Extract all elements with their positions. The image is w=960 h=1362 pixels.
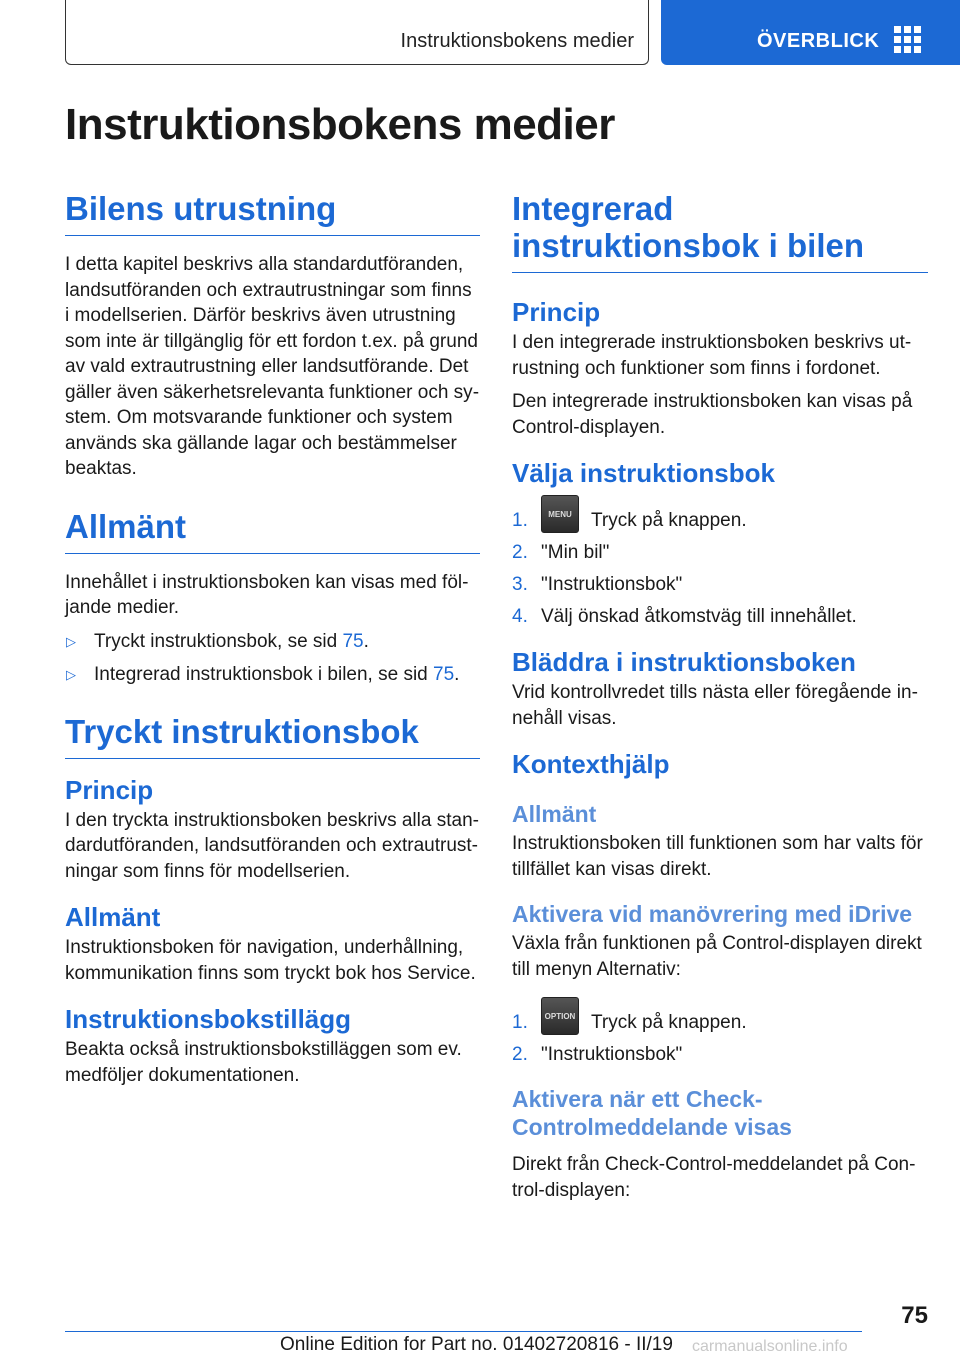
minor-heading: Allmänt <box>512 801 597 827</box>
watermark: carmanualsonline.info <box>692 1338 848 1355</box>
header-section-tab <box>65 0 649 65</box>
section-heading: Tryckt instruktionsbok <box>65 713 480 759</box>
list-item: 3. "Instruktionsbok" <box>512 574 683 595</box>
list-item: 2. "Instruktionsbok" <box>512 1044 683 1065</box>
subheading: Kontexthjälp <box>512 749 670 779</box>
list-item: ▷ Tryckt instruktionsbok, se sid 75. <box>66 630 369 652</box>
grid-icon <box>894 26 921 53</box>
overview-nav-label: ÖVERBLICK <box>757 30 880 52</box>
subheading: Princip <box>512 297 601 327</box>
page-reference-link[interactable]: 75 <box>433 663 455 685</box>
paragraph: Den integrerade instruktionsboken kan visas på Control-displayen. <box>512 391 913 438</box>
section-heading: Allmänt <box>65 508 480 554</box>
paragraph: Instruktionsboken till funktionen som har valts för tillfället kan visas direkt. <box>512 833 923 880</box>
triangle-bullet-icon: ▷ <box>66 633 76 649</box>
section-heading: Bilens utrustning <box>65 190 480 236</box>
paragraph: I den integrerade instruktionsboken beskrivs utrustning och funktioner som finns i fordonet. <box>512 332 912 379</box>
paragraph: I detta kapitel beskrivs alla standardutföranden, landsutföranden och extrautrustningar som finns i modellserien. Därför beskrivs även utrustning som inte är tillgänglig för ett fordon t.ex. på grund av vald extrautrustning eller landsutförande. Det gäller även säkerhetsrelevanta funktioner och system. Om motsvarande funktioner och system används ska gällande lagar och bestämmelser beaktas. <box>65 254 480 479</box>
left-column <box>65 190 480 1088</box>
paragraph: Växla från funktionen på Control-displayen direkt till menyn Alternativ: <box>512 933 922 980</box>
paragraph: I den tryckta instruktionsboken beskrivs alla standardutföranden, landsutföranden och extrautrustningar som finns för modellserien. <box>65 809 479 882</box>
option-button-icon: OPTION <box>541 997 579 1035</box>
minor-heading: Aktivera vid manövrering med iDrive <box>512 901 913 927</box>
footer-divider <box>65 1331 862 1332</box>
paragraph: Beakta också instruktionsbokstilläggen som ev. medföljer dokumentationen. <box>65 1039 462 1086</box>
triangle-bullet-icon: ▷ <box>66 666 76 682</box>
page-title: Instruktionsbokens medier <box>65 100 615 149</box>
paragraph: Direkt från Check-Control-meddelandet på Control-displayen: <box>512 1154 916 1201</box>
header-section-label: Instruktionsbokens medier <box>400 30 634 52</box>
paragraph: Instruktionsboken för navigation, underhållning, kommunikation finns som tryckt bok hos Service. <box>65 937 476 984</box>
list-item: 4. Välj önskad åtkomstväg till innehållet. <box>512 606 857 627</box>
subheading: Instruktionsbokstillägg <box>65 1004 352 1034</box>
list-item: 1. OPTION Tryck på knappen. <box>512 997 928 1035</box>
minor-heading: Aktivera när ett Check-Controlmeddelande visas <box>512 1086 792 1140</box>
subheading: Allmänt <box>65 902 161 932</box>
paragraph: Innehållet i instruktionsboken kan visas med följande medier. <box>65 571 469 618</box>
list-item: 2. "Min bil" <box>512 542 610 563</box>
menu-button-icon: MENU <box>541 495 579 533</box>
overview-nav-button[interactable] <box>661 0 960 65</box>
edition-text: Online Edition for Part no. 01402720816 - II/19 <box>280 1334 673 1355</box>
right-column <box>512 190 928 1203</box>
subheading: Bläddra i instruktionsboken <box>512 647 856 677</box>
subheading: Princip <box>65 774 154 805</box>
page-number: 75 <box>901 1302 928 1329</box>
list-item: ▷ Integrerad instruktionsbok i bilen, se sid 75. <box>66 663 460 685</box>
subheading: Välja instruktionsbok <box>512 458 775 488</box>
list-item: 1. MENU Tryck på knappen. <box>512 495 928 533</box>
page-reference-link[interactable]: 75 <box>342 630 364 652</box>
paragraph: Vrid kontrollvredet tills nästa eller föregående innehåll visas. <box>512 682 918 729</box>
section-heading: Integrerad instruktionsbok i bilen <box>512 190 928 273</box>
